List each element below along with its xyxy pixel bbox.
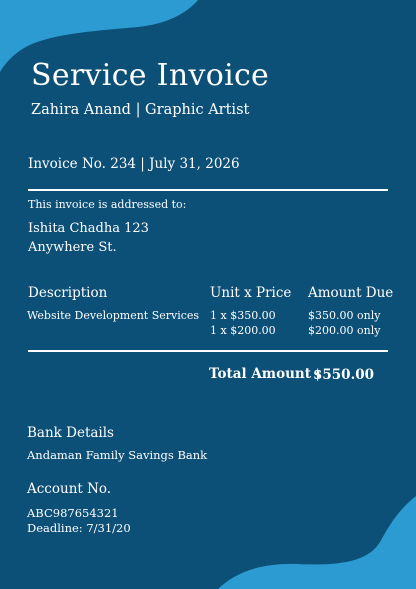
payment-deadline: Deadline: 7/31/20 <box>27 521 131 535</box>
addressee-label: This invoice is addressed to: <box>28 198 187 211</box>
page-title: Service Invoice <box>31 58 270 93</box>
account-heading: Account No. <box>27 481 112 497</box>
page-subtitle: Zahira Anand | Graphic Artist <box>31 102 250 118</box>
column-header-unit-price: Unit x Price <box>210 285 292 301</box>
total-label: Total Amount : <box>209 366 321 382</box>
invoice-number-date: Invoice No. 234 | July 31, 2026 <box>28 156 240 172</box>
column-header-amount: Amount Due <box>308 285 394 301</box>
row-amount: $350.00 only <box>308 309 381 322</box>
account-number: ABC987654321 <box>27 506 119 520</box>
divider-top <box>28 189 388 191</box>
bottom-right-wave <box>218 496 416 589</box>
row-amount: $200.00 only <box>308 324 381 337</box>
row-unit-price: 1 x $350.00 <box>210 309 276 322</box>
bank-name: Andaman Family Savings Bank <box>27 448 208 462</box>
row-unit-price: 1 x $200.00 <box>210 324 276 337</box>
addressee-street: Anywhere St. <box>28 240 117 255</box>
divider-bottom <box>28 350 388 352</box>
bank-details-heading: Bank Details <box>27 425 114 441</box>
row-description: Website Development Services <box>27 309 200 322</box>
total-value: $550.00 <box>313 367 375 383</box>
column-header-description: Description <box>28 285 108 301</box>
addressee-name: Ishita Chadha 123 <box>28 221 149 236</box>
